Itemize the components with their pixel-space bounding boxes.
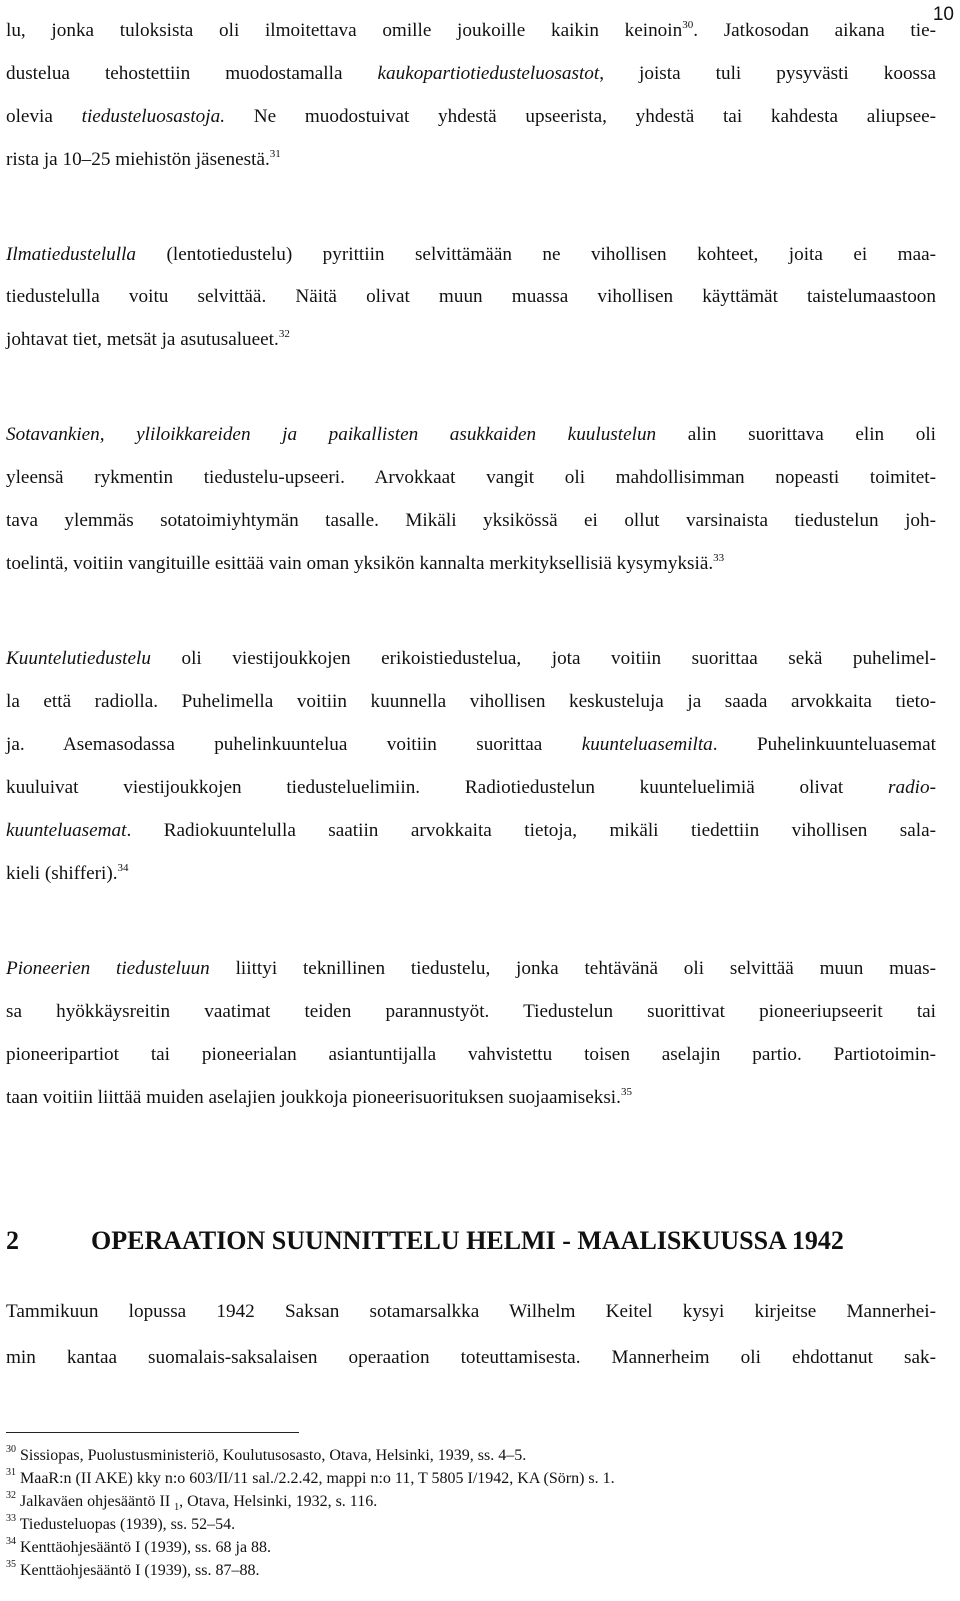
emphasis: kuunteluasemat [6, 820, 127, 841]
section-number: 2 [6, 1226, 19, 1255]
paragraph-line: toelintä, voitiin vangituille esittää vain oman yksikön kannalta merkityksellisiä kysymyksiä.$^{33}$ [6, 551, 725, 574]
footnote: $^{31}$ MaaR:n (II AKE) kky n:o 603/II/11 sal./2.2.42, mappi n:o 11, T 5805 I/1942, KA (Sörn) s. 1. [6, 1466, 615, 1487]
paragraph-line: kieli (shifferi).$^{34}$ [6, 861, 129, 884]
paragraph-line: kuuluivat viestijoukkojen tiedusteluelimiin. Radiotiedustelun kuunteluelimiä olivat radio- [6, 777, 936, 798]
paragraph-line: lu, jonka tuloksista oli ilmoitettava omille joukoille kaikin keinoin$^{30}$. Jatkosodan aikana tie- [6, 18, 936, 41]
paragraph-line: pioneeripartiot tai pioneerialan asiantuntijalla vahvistettu toisen aselajin partio. Partiotoimin- [6, 1044, 936, 1065]
paragraph-line: olevia tiedusteluosastoja. Ne muodostuivat yhdestä upseerista, yhdestä tai kahdesta aliupsee- [6, 106, 937, 127]
emphasis: Sotavankien, yliloikkareiden ja paikallisten asukkaiden kuulustelun [6, 424, 657, 445]
paragraph-line: la että radiolla. Puhelimella voitiin kuunnella vihollisen keskusteluja ja saada arvokkaita tieto- [6, 691, 936, 712]
paragraph-line: johtavat tiet, metsät ja asutusalueet.$^{32}$ [6, 327, 290, 350]
paragraph-line: kuunteluasemat. Radiokuuntelulla saatiin arvokkaita tietoja, mikäli tiedettiin vihollisen sala- [6, 820, 936, 841]
paragraph-line: min kantaa suomalais-saksalaisen operaation toteuttamisesta. Mannerheim oli ehdottanut sak- [6, 1347, 936, 1368]
footnote-ref: 33 [713, 551, 725, 564]
footnote-ref: 30 [682, 18, 694, 31]
paragraph-line: Sotavankien, yliloikkareiden ja paikallisten asukkaiden kuulustelun alin suorittava elin oli [6, 424, 937, 445]
emphasis: tiedusteluosastoja. [81, 106, 225, 127]
footnote: $^{34}$ Kenttäohjesääntö I (1939), ss. 68 ja 88. [6, 1535, 272, 1556]
paragraph-line: sa hyökkäysreitin vaatimat teiden parannustyöt. Tiedustelun suorittivat pioneeriupseerit tai [6, 1001, 936, 1022]
footnote-ref: 31 [269, 147, 281, 160]
footnote-ref: 34 [117, 861, 129, 874]
paragraph-line: rista ja 10–25 miehistön jäsenestä.$^{31}$ [6, 147, 281, 170]
emphasis: kaukopartiotiedusteluosastot [377, 63, 600, 84]
paragraph-line: tiedustelulla voitu selvittää. Näitä olivat muun muassa vihollisen käyttämät taistelumaastoon [6, 286, 936, 307]
paragraph-line: Kuuntelutiedustelu oli viestijoukkojen erikoistiedustelua, jota voitiin suorittaa sekä puhelimel- [6, 648, 936, 669]
footnote-ref: 35 [620, 1085, 632, 1098]
section-heading [6, 1226, 936, 1256]
footnote: $^{33}$ Tiedusteluopas (1939), ss. 52–54. [6, 1512, 236, 1533]
footnote-divider [6, 1432, 299, 1433]
emphasis: radio- [888, 777, 936, 798]
section-title: OPERAATION SUUNNITTELU HELMI - MAALISKUUSSA 1942 [91, 1226, 844, 1255]
emphasis: Pioneerien tiedusteluun [6, 958, 210, 979]
emphasis: Ilmatiedustelulla [6, 244, 137, 265]
paragraph-line: tava ylemmäs sotatoimiyhtymän tasalle. Mikäli yksikössä ei ollut varsinaista tiedustelun joh- [6, 510, 936, 531]
footnote-ref: 32 [278, 327, 290, 340]
emphasis: kuunteluasemilta [581, 734, 713, 755]
footnote: $^{30}$ Sissiopas, Puolustusministeriö, Koulutusosasto, Otava, Helsinki, 1939, ss. 4–5. [6, 1443, 527, 1464]
paragraph-line: Tammikuun lopussa 1942 Saksan sotamarsalkka Wilhelm Keitel kysyi kirjeitse Mannerhei- [6, 1301, 936, 1322]
paragraph-line: Pioneerien tiedusteluun liittyi teknillinen tiedustelu, jonka tehtävänä oli selvittää muun muas- [6, 958, 936, 979]
emphasis: Kuuntelutiedustelu [6, 648, 151, 669]
paragraph-line: ja. Asemasodassa puhelinkuuntelua voitiin suorittaa kuunteluasemilta. Puhelinkuunteluasemat [6, 734, 936, 755]
page-number: 10 [932, 4, 954, 25]
paragraph-line: taan voitiin liittää muiden aselajien joukkoja pioneerisuorituksen suojaamiseksi.$^{35}$ [6, 1085, 632, 1108]
paragraph-line: yleensä rykmentin tiedustelu-upseeri. Arvokkaat vangit oli mahdollisimman nopeasti toimitet- [6, 467, 936, 488]
footnote: $^{35}$ Kenttäohjesääntö I (1939), ss. 87–88. [6, 1558, 260, 1579]
paragraph-line: dustelua tehostettiin muodostamalla kaukopartiotiedusteluosastot, joista tuli pysyvästi koossa [6, 63, 936, 84]
footnote: $^{32}$ Jalkaväen ohjesääntö II $_1$, Otava, Helsinki, 1932, s. 116. [6, 1489, 378, 1514]
paragraph-line: Ilmatiedustelulla (lentotiedustelu) pyrittiin selvittämään ne vihollisen kohteet, joita ei maa- [6, 244, 936, 265]
